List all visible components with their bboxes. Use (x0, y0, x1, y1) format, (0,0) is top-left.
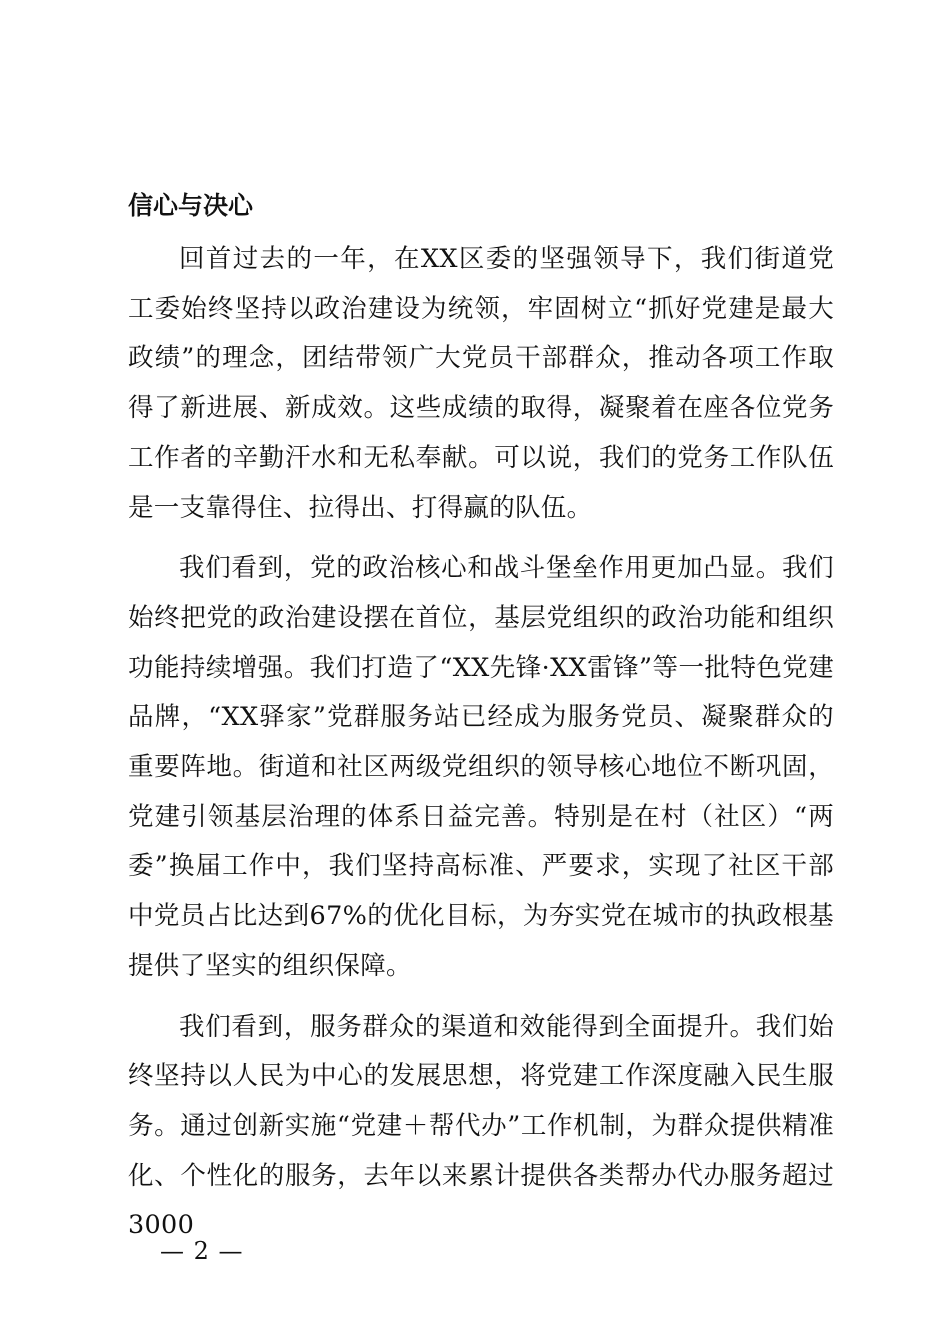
page-number: — 2 — (160, 1237, 244, 1265)
body-text (128, 235, 834, 1262)
section-heading: 信心与决心 (128, 191, 254, 220)
paragraph-service: 我们看到，服务群众的渠道和效能得到全面提升。我们始终坚持以人民为中心的发展思想，将党建工作深度融入民生服务。通过创新实施“党建＋帮代办”工作机制，为群众提供精准化、个性化的服务，去年以来累计提供各类帮办代办服务超过3000 (128, 1011, 834, 1241)
paragraph-review: 回首过去的一年，在XX区委的坚强领导下，我们街道党工委始终坚持以政治建设为统领，牢固树立“抓好党建是最大政绩”的理念，团结带领广大党员干部群众，推动各项工作取得了新进展、新成效。这些成绩的取得，凝聚着在座各位党务工作者的辛勤汗水和无私奉献。可以说，我们的党务工作队伍是一支靠得住、拉得出、打得赢的队伍。 (128, 244, 834, 523)
paragraph-party-core: 我们看到，党的政治核心和战斗堡垒作用更加凸显。我们始终把党的政治建设摆在首位，基层党组织的政治功能和组织功能持续增强。我们打造了“XX先锋·XX雷锋”等一批特色党建品牌，“XX驿家”党群服务站已经成为服务党员、凝聚群众的重要阵地。街道和社区两级党组织的领导核心地位不断巩固，党建引领基层治理的体系日益完善。特别是在村（社区）“两委”换届工作中，我们坚持高标准、严要求，实现了社区干部中党员占比达到67%的优化目标，为夯实党在城市的执政根基提供了坚实的组织保障。 (128, 553, 834, 981)
